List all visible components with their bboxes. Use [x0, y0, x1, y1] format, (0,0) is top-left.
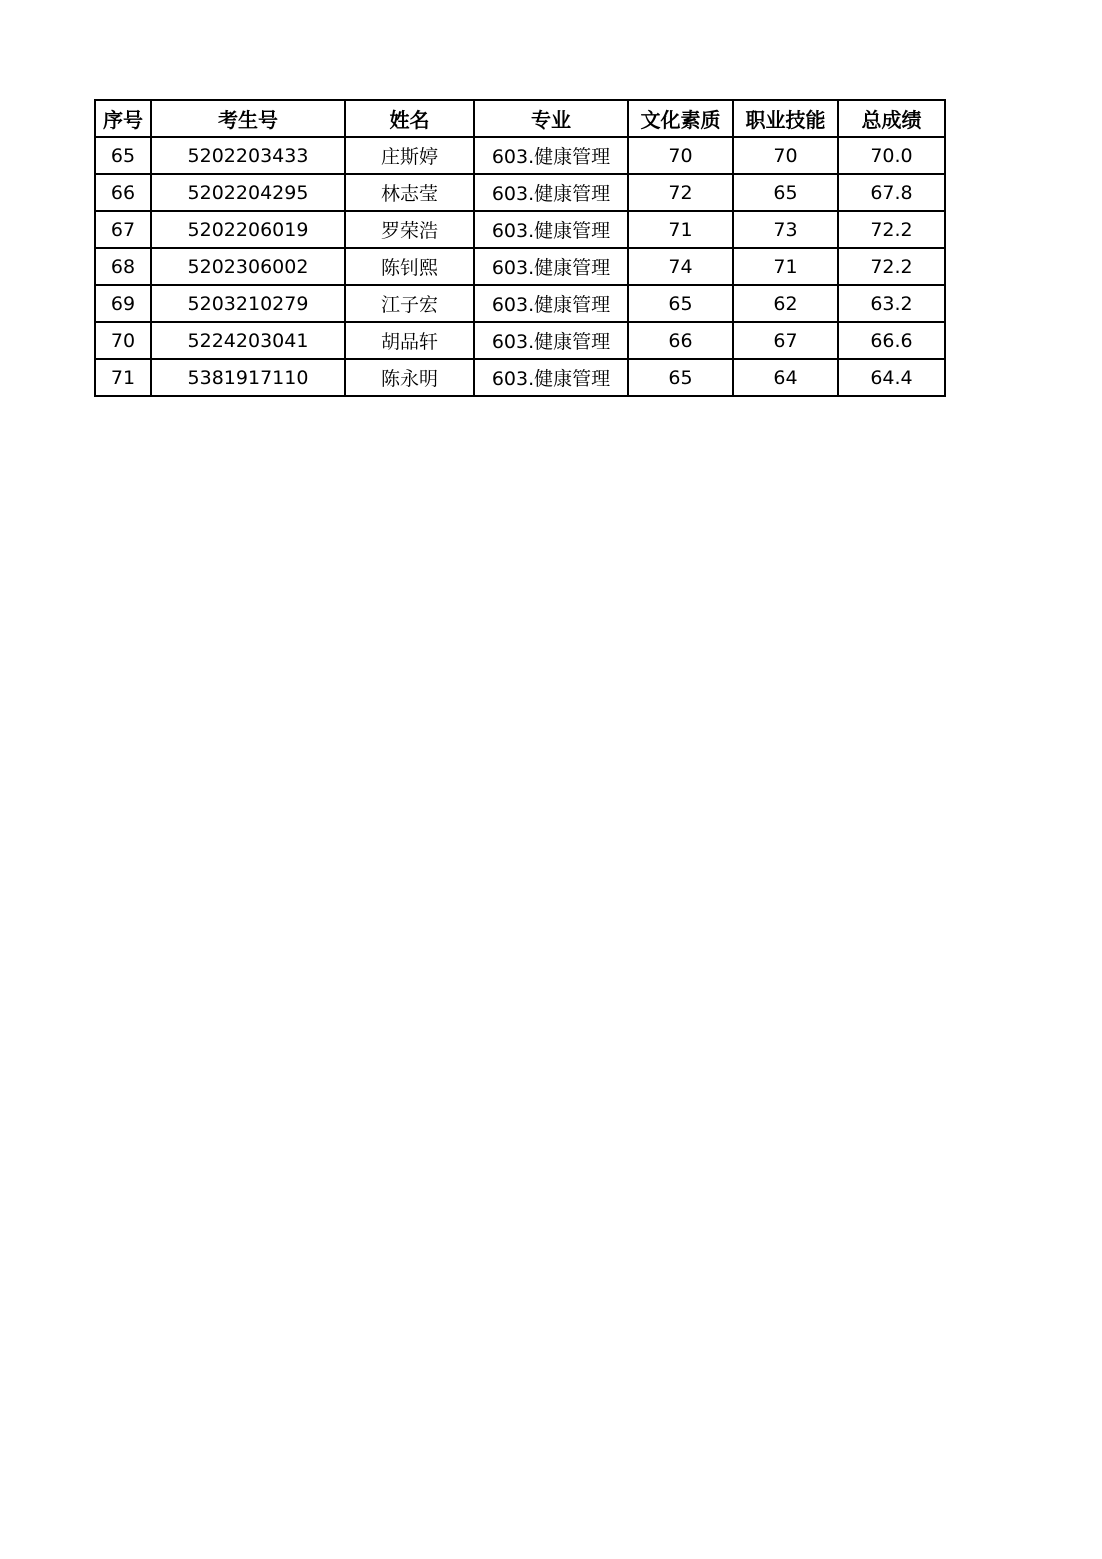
- cell-name: 陈永明: [345, 359, 474, 396]
- cell-culture-score: 65: [628, 359, 733, 396]
- cell-seq: 70: [95, 322, 151, 359]
- table-row: [95, 174, 945, 211]
- cell-name: 胡品轩: [345, 322, 474, 359]
- cell-candidate-id: 5381917110: [151, 359, 345, 396]
- cell-skill-score: 71: [733, 248, 838, 285]
- cell-candidate-id: 5224203041: [151, 322, 345, 359]
- cell-major: 603.健康管理: [474, 137, 628, 174]
- cell-seq: 67: [95, 211, 151, 248]
- cell-major: 603.健康管理: [474, 174, 628, 211]
- cell-major: 603.健康管理: [474, 211, 628, 248]
- cell-culture-score: 72: [628, 174, 733, 211]
- cell-major: 603.健康管理: [474, 322, 628, 359]
- table-row: [95, 248, 945, 285]
- cell-skill-score: 73: [733, 211, 838, 248]
- cell-name: 罗荣浩: [345, 211, 474, 248]
- header-skill-score: 职业技能: [733, 100, 838, 137]
- header-name: 姓名: [345, 100, 474, 137]
- cell-skill-score: 70: [733, 137, 838, 174]
- cell-name: 林志莹: [345, 174, 474, 211]
- cell-major: 603.健康管理: [474, 359, 628, 396]
- cell-candidate-id: 5202306002: [151, 248, 345, 285]
- cell-seq: 71: [95, 359, 151, 396]
- cell-total-score: 63.2: [838, 285, 945, 322]
- cell-candidate-id: 5202203433: [151, 137, 345, 174]
- cell-candidate-id: 5203210279: [151, 285, 345, 322]
- cell-total-score: 64.4: [838, 359, 945, 396]
- cell-name: 庄斯婷: [345, 137, 474, 174]
- cell-seq: 69: [95, 285, 151, 322]
- cell-skill-score: 67: [733, 322, 838, 359]
- table-row: [95, 137, 945, 174]
- cell-culture-score: 65: [628, 285, 733, 322]
- table-row: [95, 322, 945, 359]
- cell-name: 陈钊熙: [345, 248, 474, 285]
- cell-name: 江子宏: [345, 285, 474, 322]
- cell-total-score: 72.2: [838, 248, 945, 285]
- table-row: [95, 285, 945, 322]
- cell-total-score: 66.6: [838, 322, 945, 359]
- cell-seq: 66: [95, 174, 151, 211]
- cell-major: 603.健康管理: [474, 248, 628, 285]
- header-total-score: 总成绩: [838, 100, 945, 137]
- header-candidate-id: 考生号: [151, 100, 345, 137]
- cell-total-score: 72.2: [838, 211, 945, 248]
- cell-major: 603.健康管理: [474, 285, 628, 322]
- cell-candidate-id: 5202204295: [151, 174, 345, 211]
- header-major: 专业: [474, 100, 628, 137]
- cell-total-score: 67.8: [838, 174, 945, 211]
- cell-skill-score: 65: [733, 174, 838, 211]
- cell-culture-score: 70: [628, 137, 733, 174]
- table-row: [95, 359, 945, 396]
- cell-skill-score: 62: [733, 285, 838, 322]
- header-seq: 序号: [95, 100, 151, 137]
- score-table: [94, 99, 946, 397]
- cell-skill-score: 64: [733, 359, 838, 396]
- cell-culture-score: 66: [628, 322, 733, 359]
- cell-seq: 65: [95, 137, 151, 174]
- cell-culture-score: 71: [628, 211, 733, 248]
- cell-seq: 68: [95, 248, 151, 285]
- table-header-row: [95, 100, 945, 137]
- cell-candidate-id: 5202206019: [151, 211, 345, 248]
- cell-culture-score: 74: [628, 248, 733, 285]
- cell-total-score: 70.0: [838, 137, 945, 174]
- table-row: [95, 211, 945, 248]
- header-culture-score: 文化素质: [628, 100, 733, 137]
